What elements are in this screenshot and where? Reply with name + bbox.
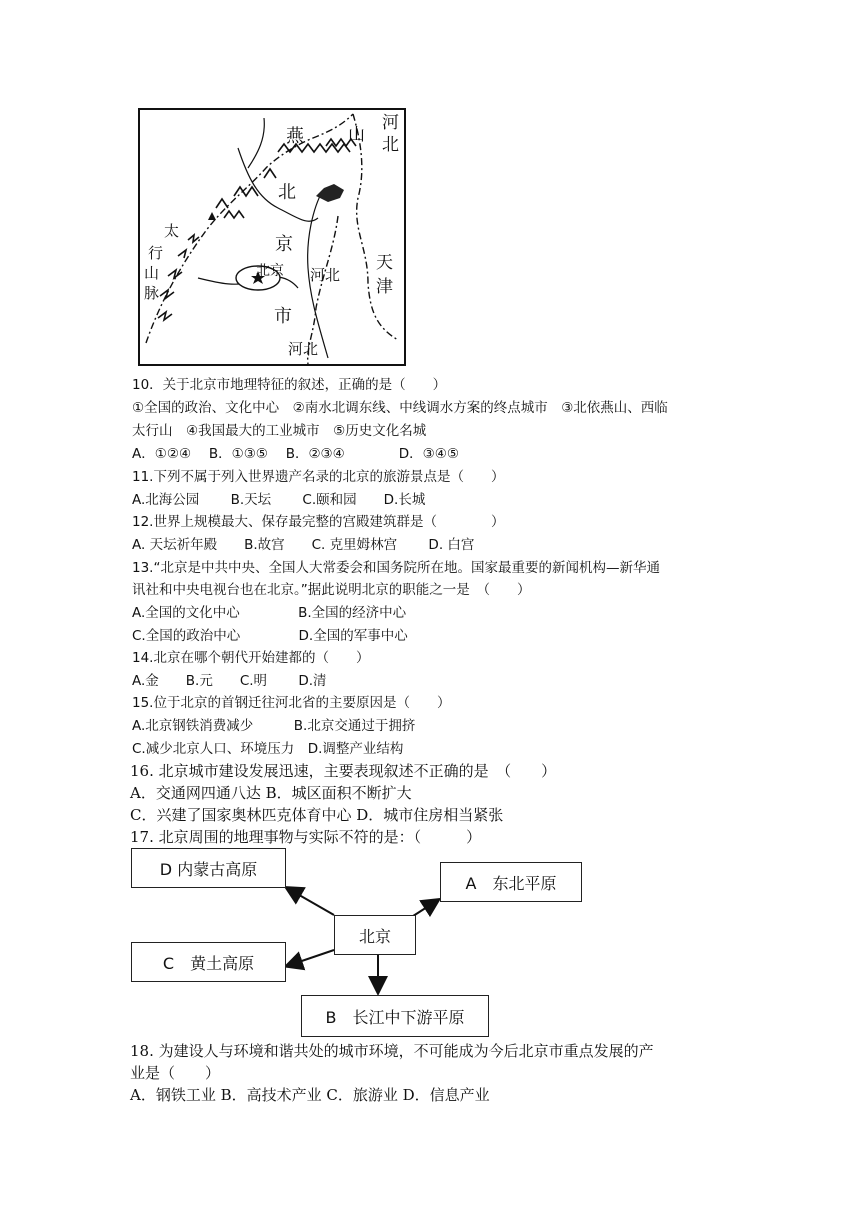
q13-stem-line1: 13.“北京是中共中央、全国人大常委会和国务院所在地。国家最重要的新闻机构—新华通 bbox=[132, 560, 660, 576]
label-taihang-mai: 脉 bbox=[144, 284, 160, 302]
q15-options-cd: C.减少北京人口、环境压力 D.调整产业结构 bbox=[132, 741, 404, 757]
label-beijing-shi: 市 bbox=[274, 306, 292, 327]
q13-options-ab: A.全国的文化中心 B.全国的经济中心 bbox=[132, 605, 407, 621]
q13-stem-line2: 讯社和中央电视台也在北京。”据此说明北京的职能之一是 （ ） bbox=[132, 582, 531, 598]
label-yan: 燕 bbox=[286, 126, 304, 147]
q10-statements-line1: ①全国的政治、文化中心 ②南水北调东线、中线调水方案的终点城市 ③北依燕山、西临 bbox=[132, 400, 668, 416]
q11-stem: 11.下列不属于列入世界遗产名录的北京的旅游景点是（ ） bbox=[132, 469, 505, 485]
label-taihang-hang: 行 bbox=[148, 244, 164, 262]
label-taihang-shan: 山 bbox=[144, 264, 160, 282]
q17-stem: 17. 北京周围的地理事物与实际不符的是：（ ） bbox=[130, 828, 482, 846]
q16-options-cd: C．兴建了国家奥林匹克体育中心 D．城市住房相当紧张 bbox=[130, 806, 504, 824]
q13-options-cd: C.全国的政治中心 D.全国的军事中心 bbox=[132, 628, 408, 644]
label-hebei-mid: 河北 bbox=[310, 266, 341, 284]
q15-options-ab: A.北京钢铁消费减少 B.北京交通过于拥挤 bbox=[132, 718, 416, 734]
q14-stem: 14.北京在哪个朝代开始建都的（ ） bbox=[132, 650, 370, 666]
q18-stem-line1: 18. 为建设人与环境和谐共处的城市环境，不可能成为今后北京市重点发展的产 bbox=[130, 1042, 654, 1060]
label-tianjin-tian: 天 bbox=[376, 253, 393, 273]
label-beijing-jing: 京 bbox=[275, 234, 293, 255]
label-beijing-bei: 北 bbox=[278, 182, 296, 203]
q10-options: A．①②④ B．①③⑤ B．②③④ D．③④⑤ bbox=[132, 446, 459, 462]
label-tianjin-jin: 津 bbox=[376, 277, 393, 297]
q15-stem: 15.位于北京的首钢迁往河北省的主要原因是（ ） bbox=[132, 695, 451, 711]
map-drawing bbox=[138, 108, 406, 366]
label-beijing-city: 北京 bbox=[256, 263, 284, 279]
box-center-beijing: 北京 bbox=[334, 915, 416, 955]
label-he: 河 bbox=[382, 113, 399, 133]
q14-options: A.金 B.元 C.明 D.清 bbox=[132, 673, 327, 689]
box-b-yangtze-plain: B 长江中下游平原 bbox=[301, 995, 489, 1037]
q16-stem: 16. 北京城市建设发展迅速，主要表现叙述不正确的是 （ ） bbox=[130, 762, 557, 780]
q12-stem: 12.世界上规模最大、保存最完整的宫殿建筑群是（ ） bbox=[132, 514, 505, 530]
q16-options-ab: A．交通网四通八达 B．城区面积不断扩大 bbox=[130, 784, 412, 802]
q10-statements-line2: 太行山 ④我国最大的工业城市 ⑤历史文化名城 bbox=[132, 423, 427, 439]
q18-options: A．钢铁工业 B．高技术产业 C．旅游业 D．信息产业 bbox=[130, 1086, 490, 1104]
arrow-to-c bbox=[287, 950, 334, 966]
q18-stem-line2: 业是（ ） bbox=[130, 1064, 221, 1082]
q11-options: A.北海公园 B.天坛 C.颐和园 D.长城 bbox=[132, 492, 426, 508]
box-d-inner-mongolia: D 内蒙古高原 bbox=[131, 848, 286, 888]
q10-stem: 10．关于北京市地理特征的叙述，正确的是（ ） bbox=[132, 377, 447, 393]
label-hebei-bottom: 河北 bbox=[288, 340, 319, 358]
q12-options: A. 天坛祈年殿 B.故宫 C. 克里姆林宫 D. 白宫 bbox=[132, 537, 475, 553]
arrow-to-d bbox=[287, 888, 334, 915]
box-a-northeast-plain: A 东北平原 bbox=[440, 862, 582, 902]
label-taihang-tai: 太 bbox=[164, 222, 180, 240]
label-shan: 山 bbox=[348, 125, 365, 145]
beijing-map bbox=[138, 108, 406, 366]
box-c-loess-plateau: C 黄土高原 bbox=[131, 942, 286, 982]
label-bei: 北 bbox=[382, 135, 399, 155]
